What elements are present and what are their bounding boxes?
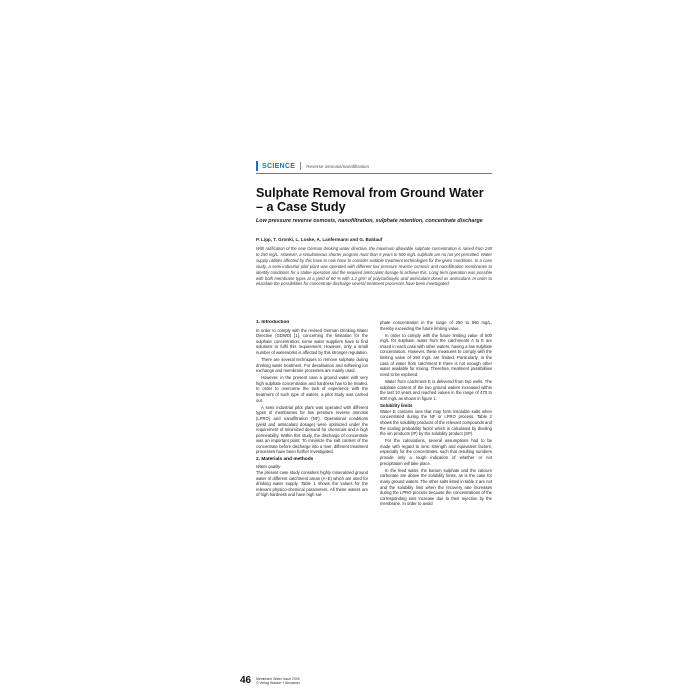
section-divider — [300, 162, 301, 170]
journal-footer-line: Membrane Water Issue 2005 — [256, 677, 300, 681]
article-title: Sulphate Removal from Ground Water – a Case Study — [256, 186, 484, 214]
article-abstract: With ratification of the new German drinking water directive, the maximum allowable sulphate concentration is raised from 240 to 250 mg/L. However, a simultaneous shorter program must than 5 years to 500 mg/L sulphate are no not yet permitted. Water supply utilities affected by this have to now have to consider suitable treatment technologies for the given conditions. In a case study, a semi-industrial pilot plant was operated with different low pressure reverse osmosis and nanofiltration membranes to identify conditions for a stable operation and the required antiscalant dosage to achieve this. Long term operation was possible with both membrane types at a yield of 80 % with 1.2 g/m³ of polycarboxylic acid antiscalant dosed as antiscalant. In order to elucidate the possibilities for concentrate discharge several treatment processes have been investigated. — [256, 246, 492, 287]
body-paragraph: The present case study considers highly mineralized ground water of different catchment areas (A–E) which are used for drinking water supply. Table 1 shows the values for the relevant physico-chemical parameters. All these waters are of high hardness and have high sul- — [256, 470, 368, 498]
section-marker — [256, 161, 258, 171]
body-paragraph: phate concentration in the range of 250 to 560 mg/L, thereby exceeding the future limiting value. — [380, 320, 492, 331]
article-keywords: Low pressure reverse osmosis, nanofiltration, sulphate retention, concentrate discharge — [256, 218, 483, 224]
journal-footer-line: © Verlag Wasser + Abwasser — [256, 681, 300, 685]
body-paragraph: In the feed water, the barium sulphate and the calcium carbonate are above the solubility limits, as is the case for many ground waters. The other salts listed in table 2 are not and the solubility limit when the recovery rate increases during the LPRO process because the concentrations of the corresponding ions increase due to their rejection by the membrane. In order to avoid — [380, 467, 492, 507]
section-label: SCIENCE — [262, 162, 296, 170]
body-paragraph: In order to comply with the revised German Drinking Water Directive (GDWD) [1], concerning the limitation for the sulphate concentration, some water suppliers have to find solutions to fulfil this requirement. However, only a small number of waterworks is affected by this stronger regulation. — [256, 327, 368, 355]
subsection-heading: Water quality — [256, 464, 281, 470]
subsection-heading: Solubility limits — [380, 402, 413, 408]
article-authors: P. Lipp, T. Gronki, L. Loske, A. Lanfermann and G. Baldauf — [256, 237, 383, 242]
body-paragraph: A semi industrial pilot plant was operated with different types of membranes for low pressure reverse osmosis (LPRO) and nanofiltration (NF). Operational conditions (yield and antiscalant dosage) were optimized under the requirement of minimized demand for chemicals and a high permeability. Within this study, the discharge of concentrate was an important point. To minimize the salt content of the concentrate before discharge into a river, different treatment processes have been further investigated. — [256, 404, 368, 455]
journal-footer — [256, 677, 300, 685]
page-number: 46 — [240, 675, 252, 686]
body-column-right — [380, 320, 492, 674]
body-paragraph: However, in the present case a ground water with very high sulphate concentration and hardness has to be treated. In order to overcome the lack of experience with the treatment of such type of waters, a pilot study was carried out. — [256, 375, 368, 403]
section-header — [256, 159, 492, 174]
body-paragraph: Water from catchment E is delivered from two wells. The sulphate content of the two ground waters increased within the last 10 years and reached values in the range of 470 to 600 mg/L as shown in figure 1. — [380, 378, 492, 401]
body-paragraph: There are several techniques to remove sulphate during drinking water treatment. For desalination and softening ion exchange and membrane processes are mainly used. — [256, 356, 368, 374]
body-column-left — [256, 320, 368, 674]
section-subtitle: Reverse osmosis/nanofiltration — [306, 163, 370, 169]
body-paragraph: Water E contains ions that may form insoluble salts when concentrated during the NF or LPRO process. Table 2 shows the solubility products of the relevant compounds and the scaling probability factor which is calculated by dividing the ion products (IP) by the solubility product (SP). — [380, 408, 492, 437]
section-heading: 1. Introduction — [256, 320, 290, 325]
body-paragraph: For the calculations, several assumptions had to be made with regard to ionic strength and equivalent factors, especially for the concentrates, such that resulting numbers provide only a rough indication of whether or not precipitation will take place. — [380, 438, 492, 466]
section-heading: 2. Materials and methods — [256, 456, 314, 462]
body-paragraph: In order to comply with the future limiting value of 500 mg/L for sulphate, water from the catchments A to E are mixed in each case with other waters, having a low sulphate concentration. However, these measures to comply with the limiting value of 250 mg/L are limited. Particularly, in the case of water from catchment E there is not enough other water available for mixing. Therefore, treatment possibilities need to be explored. — [380, 332, 492, 377]
